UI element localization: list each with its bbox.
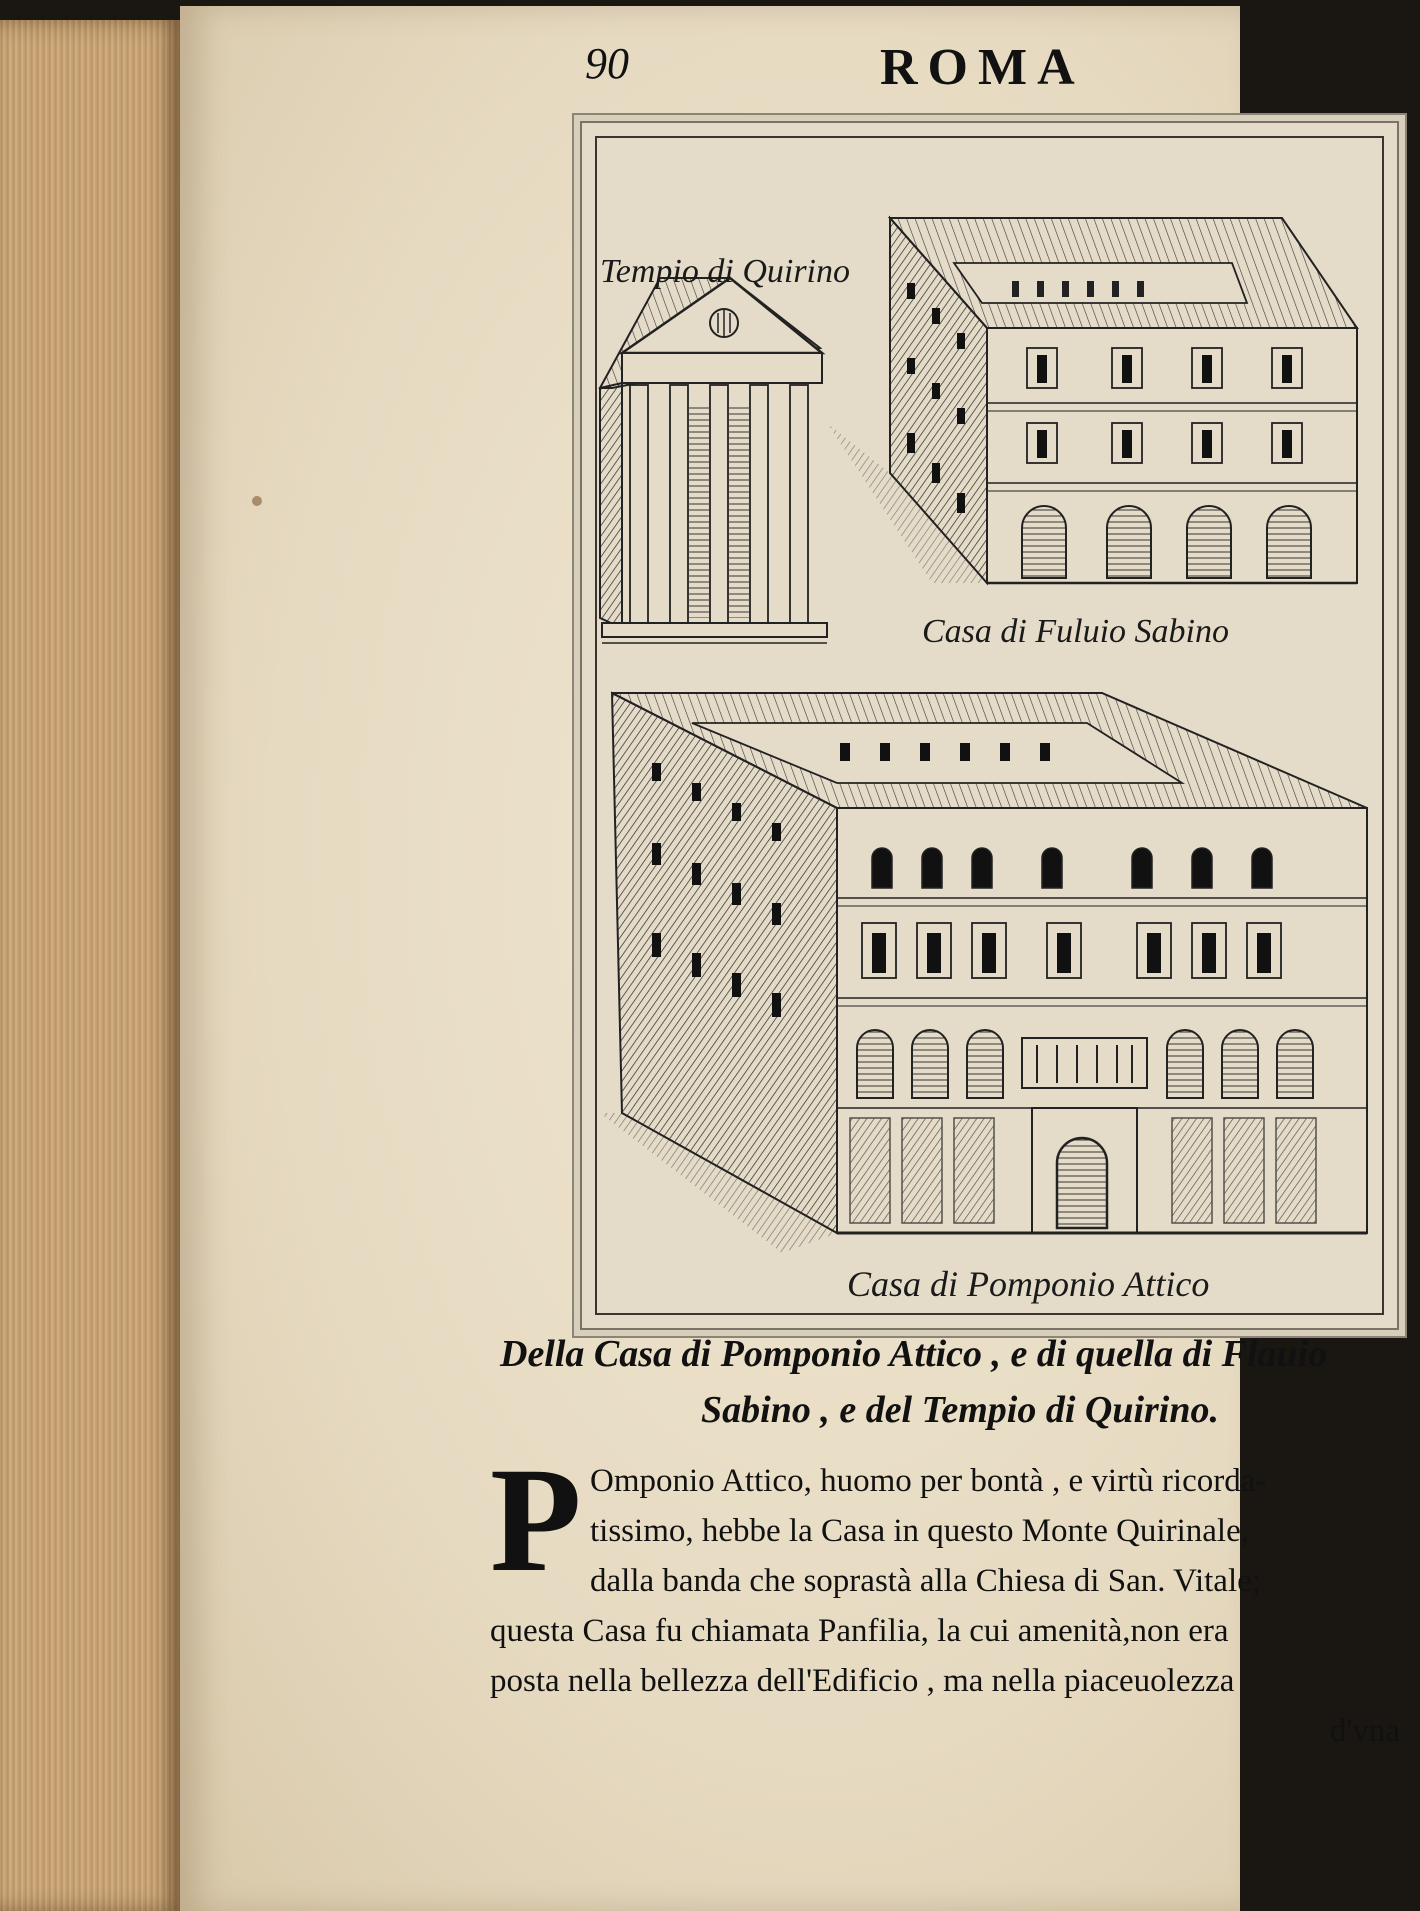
drop-cap: P [490,1437,582,1603]
running-head [575,38,1195,98]
catchword: d'vna [1329,1713,1400,1749]
section-heading-line-2: Sabino , e del Tempio di Quirino. [701,1389,1219,1431]
body-line: posta nella bellezza dell'Edificio , ma nella piaceuolezza [490,1663,1235,1699]
body-line: Omponio Attico, huomo per bontà , e virtù ricorda- [590,1463,1267,1499]
body-line: questa Casa fu chiamata Panfilia, la cui amenità,non era [490,1613,1229,1649]
body-text [490,1437,1420,1756]
section-heading-line-1: Della Casa di Pomponio Attico , e di quella di Flauio [500,1333,1328,1375]
caption-tempio-di-quirino: Tempio di Quirino [600,253,851,290]
temple-of-quirinus-drawing [600,278,827,643]
page-number: 90 [585,39,629,88]
book-page-edges [0,20,185,1911]
book-page [180,6,1400,1911]
engraving-illustration [582,123,1397,1328]
house-of-pomponius-atticus-drawing [600,693,1367,1253]
caption-casa-di-fulvio-sabino: Casa di Fuluio Sabino [922,613,1229,650]
section-heading [500,1326,1420,1438]
running-title: ROMA [880,39,1085,96]
body-line: tissimo, hebbe la Casa in questo Monte Quirinale, [590,1513,1249,1549]
body-line: dalla banda che soprastà alla Chiesa di San. Vitale; [590,1563,1261,1599]
ink-spot [252,496,262,506]
house-of-fulvius-sabinus-drawing [827,218,1357,583]
engraving-plate [580,121,1399,1330]
caption-casa-di-pomponio-attico: Casa di Pomponio Attico [847,1264,1210,1304]
